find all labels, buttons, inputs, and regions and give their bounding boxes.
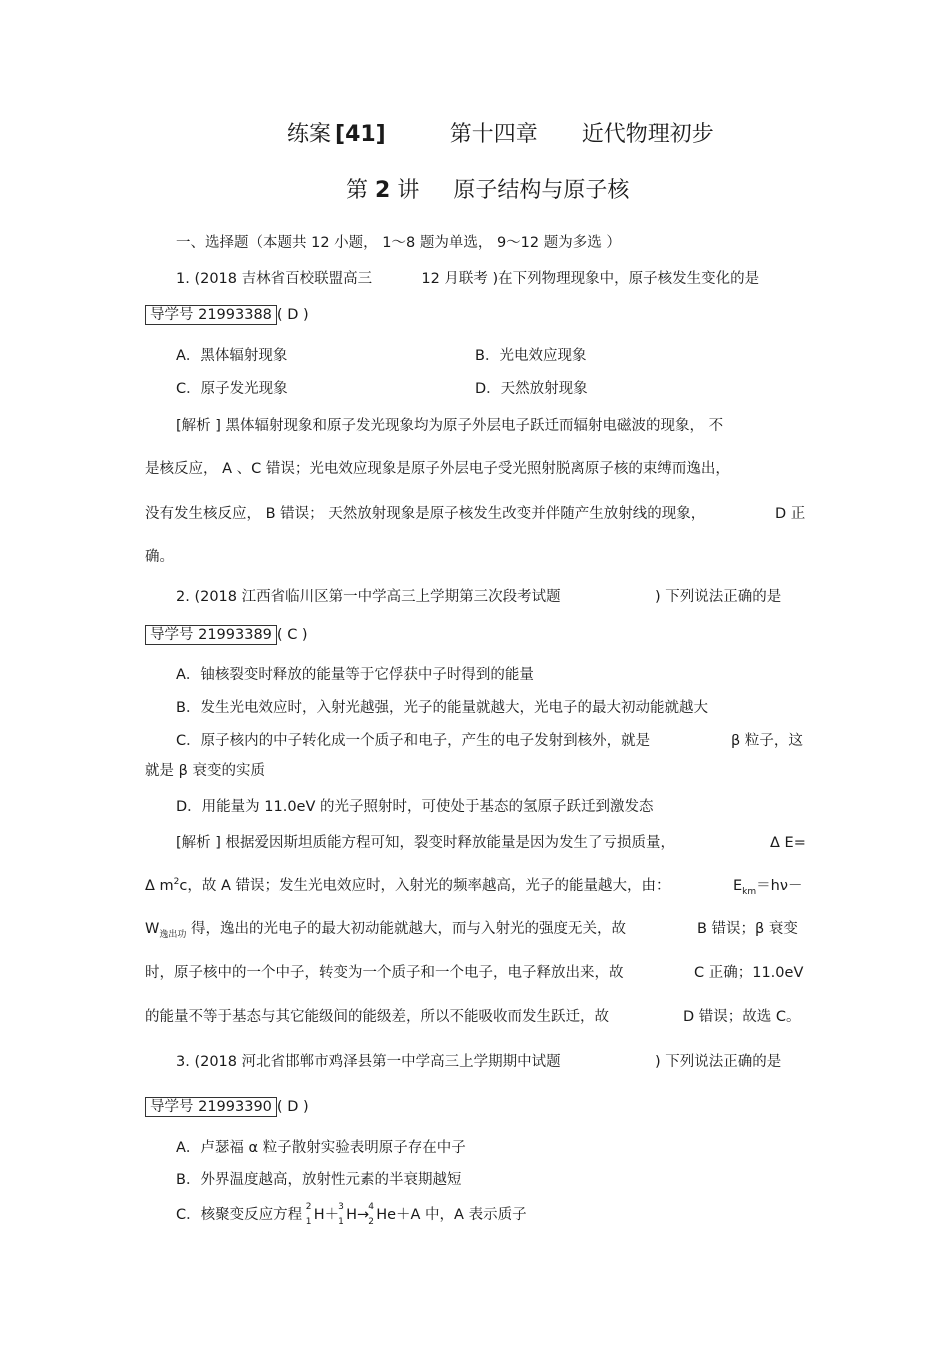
q2-exp-3-text: 得，逸出的光电子的最大初动能就越大，而与入射光的强度无关，故 — [186, 921, 626, 937]
q3-option-a: A．卢瑟福 α 粒子散射实验表明原子存在中子 — [176, 1140, 466, 1156]
tritium-symbol — [338, 1202, 358, 1227]
q3-guide-row — [145, 1097, 309, 1117]
q1-explanation-3: 没有发生核反应， B 错误； 天然放射现象是原子核发生改变并伴随产生放射线的现象， — [145, 506, 706, 522]
q2-stem-b: ) 下列说法正确的是 — [655, 589, 782, 605]
q1-guide-row — [145, 305, 309, 325]
reaction-arrow: → — [357, 1207, 370, 1223]
q2-exp-e: E — [733, 878, 743, 894]
helium-z: 2 — [368, 1217, 374, 1227]
q1-option-a: A．黑体辐射现象 — [176, 348, 288, 364]
q1-guide-number[interactable]: 导学号 21993388 — [145, 305, 277, 325]
q2-guide-row — [145, 625, 308, 645]
q2-guide-number[interactable]: 导学号 21993389 — [145, 625, 277, 645]
q3-option-c-prefix: C．核聚变反应方程 — [176, 1207, 307, 1223]
helium-symbol — [368, 1202, 397, 1227]
q2-explanation-2b — [733, 876, 802, 896]
q2-explanation-2 — [145, 876, 671, 896]
q1-stem — [176, 269, 759, 289]
q3-option-b: B．外界温度越高，放射性元素的半衰期越短 — [176, 1172, 462, 1188]
helium-mass: 4 — [368, 1202, 374, 1212]
q1-explanation-2: 是核反应， A 、C 错误；光电效应现象是原子外层电子受光照射脱离原子核的束缚而逸出， — [145, 461, 730, 477]
q2-exp-sup: 2 — [173, 877, 180, 888]
q1-option-c: C．原子发光现象 — [176, 381, 288, 397]
q2-option-c-b: β 粒子，这 — [731, 733, 803, 749]
q2-explanation-5b: D 错误；故选 C。 — [683, 1009, 801, 1025]
q1-explanation-4: 确。 — [145, 549, 174, 565]
q2-explanation-1: [解析 ] 根据爱因斯坦质能方程可知，裂变时释放能量是因为发生了亏损质量， — [176, 835, 676, 851]
tritium-mass: 3 — [338, 1202, 344, 1212]
q2-option-d: D．用能量为 11.0eV 的光子照射时，可使处于基态的氢原子跃迁到激发态 — [176, 799, 654, 815]
q1-stem-part-a: 1. (2018 吉林省百校联盟高三 — [176, 271, 373, 287]
q2-explanation-3b: B 错误；β 衰变 — [697, 921, 798, 937]
plus-sign: ＋ — [324, 1207, 340, 1223]
q1-explanation-1: [解析 ] 黑体辐射现象和原子发光现象均为原子外层电子跃迁而辐射电磁波的现象， 不 — [176, 418, 724, 434]
section-heading: 一、选择题（本题共 12 小题， 1～8 题为单选， 9～12 题为多选 ） — [176, 235, 621, 251]
q2-exp-w: W — [145, 921, 160, 937]
q2-explanation-4: 时，原子核中的一个中子，转变为一个质子和一个电子，电子释放出来，故 — [145, 965, 624, 981]
q3-stem: 3. (2018 河北省邯郸市鸡泽县第一中学高三上学期期中试题 — [176, 1054, 561, 1070]
q2-explanation-5: 的能量不等于基态与其它能级间的能级差，所以不能吸收而发生跃迁，故 — [145, 1009, 609, 1025]
q2-explanation-4b: C 正确；11.0eV — [694, 965, 804, 981]
chapter-label: 第十四章 — [449, 122, 538, 147]
q3-stem-b: ) 下列说法正确的是 — [655, 1054, 782, 1070]
q2-option-b: B．发生光电效应时，入射光越强，光子的能量就越大，光电子的最大初动能就越大 — [176, 700, 708, 716]
q2-option-a: A．铀核裂变时释放的能量等于它俘获中子时得到的能量 — [176, 667, 534, 683]
q2-exp-hv: ＝hν－ — [756, 878, 803, 894]
tritium-z: 1 — [338, 1217, 344, 1227]
q1-explanation-3b: D 正 — [775, 506, 806, 522]
q1-stem-part-b: 12 月联考 )在下列物理现象中，原子核发生变化的是 — [421, 271, 760, 287]
lecture-post: 讲 — [397, 178, 420, 203]
helium-letter: He — [376, 1207, 397, 1223]
q3-guide-number[interactable]: 导学号 21993390 — [145, 1097, 277, 1117]
deuterium-letter: H — [313, 1207, 325, 1223]
q2-explanation-1b: Δ E= — [770, 835, 806, 851]
deuterium-mass: 2 — [305, 1202, 312, 1212]
q1-option-b: B．光电效应现象 — [475, 348, 587, 364]
q2-exp-2-text: c，故 A 错误；发生光电效应时，入射光的频率越高，光子的能量越大，由： — [179, 878, 671, 894]
q1-answer: ( D ) — [276, 307, 309, 323]
q2-option-c: C．原子核内的中子转化成一个质子和电子，产生的电子发射到核外，就是 — [176, 733, 651, 749]
lecture-title — [346, 176, 629, 206]
q2-option-c-2: 就是 β 衰变的实质 — [145, 763, 265, 779]
q2-answer: ( C ) — [276, 627, 308, 643]
lecture-number: 2 — [375, 178, 391, 203]
exercise-number: [41] — [335, 122, 386, 147]
chapter-title: 近代物理初步 — [581, 122, 714, 147]
q1-option-d: D．天然放射现象 — [475, 381, 588, 397]
q2-exp-km: km — [742, 886, 757, 897]
lecture-pre: 第 — [346, 178, 369, 203]
q3-option-c-suffix: ＋A 中，A 表示质子 — [396, 1207, 527, 1223]
deuterium-symbol — [305, 1202, 325, 1227]
lian-an-label: 练案 — [287, 122, 332, 147]
lecture-subtitle: 原子结构与原子核 — [453, 178, 630, 203]
exercise-title — [287, 120, 714, 150]
deuterium-z: 1 — [305, 1217, 312, 1227]
q3-option-c — [176, 1202, 527, 1227]
tritium-letter: H — [346, 1207, 358, 1223]
q2-exp-delta-m: Δ m — [145, 878, 174, 894]
q2-exp-work-function: 逸出功 — [159, 929, 187, 940]
q2-stem-part-a: 2. (2018 江西省临川区第一中学高三上学期第三次段考试题 — [176, 589, 561, 605]
q3-answer: ( D ) — [276, 1099, 309, 1115]
q2-stem — [176, 587, 561, 607]
q2-explanation-3 — [145, 919, 626, 939]
